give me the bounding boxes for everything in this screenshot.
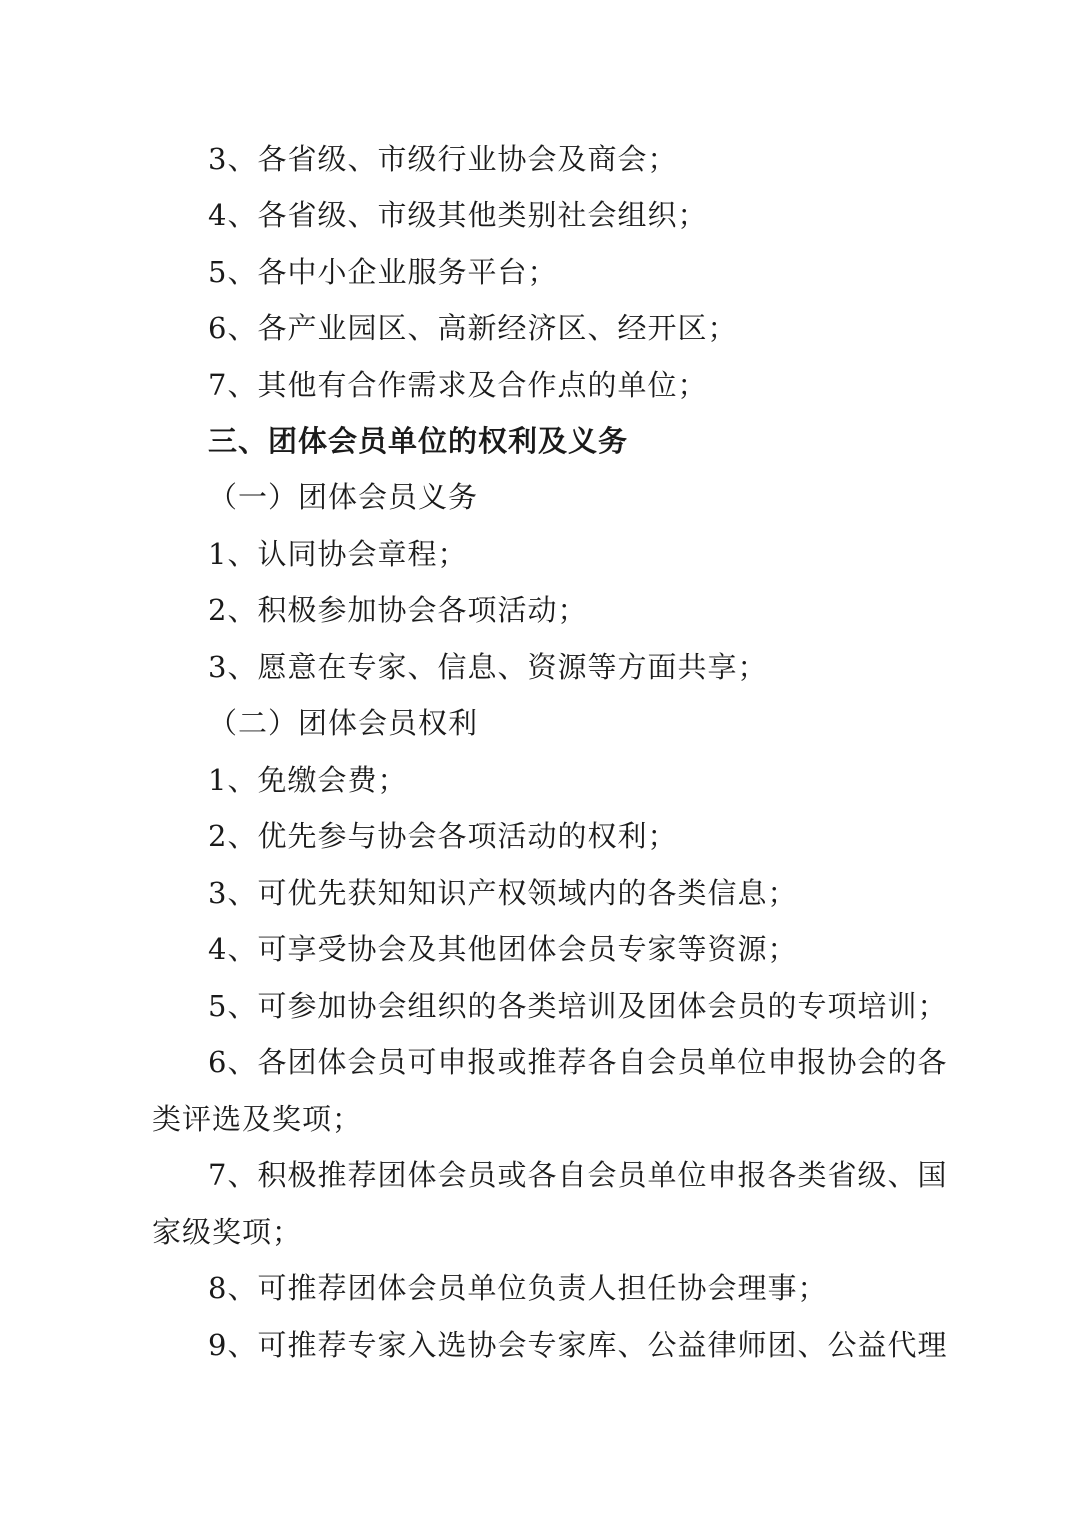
- list-item: 7、其他有合作需求及合作点的单位；: [208, 368, 708, 402]
- list-item: 7、积极推荐团体会员或各自会员单位申报各类省级、国: [208, 1158, 948, 1192]
- list-item: 5、可参加协会组织的各类培训及团体会员的专项培训；: [208, 989, 948, 1023]
- list-item: 6、各团体会员可申报或推荐各自会员单位申报协会的各: [208, 1045, 948, 1079]
- list-item: 6、各产业园区、高新经济区、经开区；: [208, 311, 738, 345]
- list-item: 5、各中小企业服务平台；: [208, 255, 558, 289]
- list-item: 3、愿意在专家、信息、资源等方面共享；: [208, 650, 768, 684]
- list-item: 4、各省级、市级其他类别社会组织；: [208, 198, 708, 232]
- section-heading: 三、团体会员单位的权利及义务: [208, 424, 629, 458]
- subsection-heading: （一）团体会员义务: [208, 480, 479, 514]
- list-item-continuation: 类评选及奖项；: [152, 1102, 363, 1136]
- list-item: 1、免缴会费；: [208, 763, 408, 797]
- list-item-continuation: 家级奖项；: [152, 1215, 303, 1249]
- list-item: 4、可享受协会及其他团体会员专家等资源；: [208, 932, 798, 966]
- list-item: 1、认同协会章程；: [208, 537, 468, 571]
- list-item: 3、可优先获知知识产权领域内的各类信息；: [208, 876, 798, 910]
- list-item: 2、积极参加协会各项活动；: [208, 593, 588, 627]
- list-item: 9、可推荐专家入选协会专家库、公益律师团、公益代理: [208, 1328, 948, 1362]
- list-item: 3、各省级、市级行业协会及商会；: [208, 142, 678, 176]
- subsection-heading: （二）团体会员权利: [208, 706, 479, 740]
- list-item: 8、可推荐团体会员单位负责人担任协会理事；: [208, 1271, 828, 1305]
- list-item: 2、优先参与协会各项活动的权利；: [208, 819, 678, 853]
